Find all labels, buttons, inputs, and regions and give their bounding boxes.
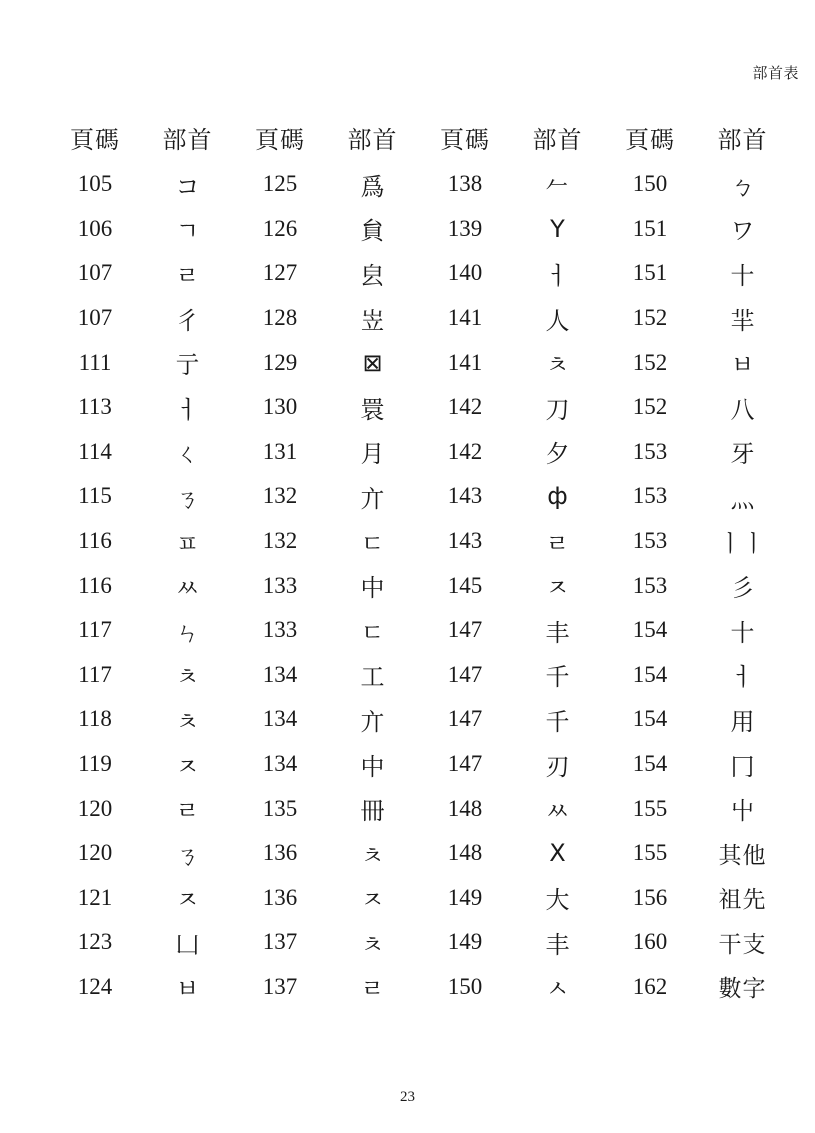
radical-cell: 冂 (730, 752, 755, 781)
page-number-cell: 147 (447, 706, 483, 732)
radical-cell: ф (547, 482, 568, 511)
page-number-cell: 154 (632, 706, 668, 732)
radical-cell: ㅊ (360, 841, 385, 870)
radical-cell: 亍 (175, 351, 200, 380)
page-number-cell: 145 (447, 572, 483, 598)
page-number-cell: 136 (262, 884, 298, 910)
table-row (55, 920, 795, 965)
radical-cell: 牙 (730, 440, 755, 469)
page-number-cell: 152 (632, 394, 668, 420)
table-row (55, 831, 795, 876)
radical-cell: ㅈ (545, 574, 570, 603)
table-row (55, 876, 795, 921)
column-header-radical: 部首 (532, 127, 583, 154)
page-number-cell: 115 (78, 483, 112, 509)
page-number-cell: 155 (632, 840, 668, 866)
radical-cell: 屮 (730, 797, 755, 826)
page-number-cell: 149 (447, 884, 483, 910)
column-header-page: 頁碼 (440, 127, 490, 154)
radical-cell: ㅊ (545, 351, 570, 380)
radical-cell: 貟 (360, 217, 385, 246)
page-number-cell: 139 (447, 215, 483, 241)
radical-cell: 刃 (545, 752, 570, 781)
table-row (55, 474, 795, 519)
page-number-cell: 160 (632, 929, 668, 955)
page-number-cell: 143 (447, 483, 483, 509)
page-number-cell: 149 (447, 929, 483, 955)
page-number-cell: 150 (447, 973, 483, 999)
radical-cell: 冊 (360, 797, 385, 826)
radical-cell: ㅊ (175, 707, 200, 736)
page-number-cell: 150 (632, 171, 668, 197)
radical-cell: 中 (360, 574, 385, 603)
page-number-cell: 127 (262, 260, 298, 286)
radical-cell: 丰 (545, 930, 570, 959)
page-number-cell: 134 (262, 661, 298, 687)
page-number-cell: 119 (78, 751, 112, 777)
column-header-page: 頁碼 (70, 127, 120, 154)
radical-cell: 工 (360, 663, 385, 692)
radical-cell: 凵 (175, 930, 200, 959)
table-row (55, 519, 795, 564)
page-number-cell: 155 (632, 795, 668, 821)
page-number-cell: 151 (632, 260, 668, 286)
radical-cell: 𠂉 (545, 173, 570, 200)
radical-cell: ワ (730, 217, 755, 246)
table-header-row (55, 112, 795, 162)
radical-cell: ㅂ (175, 975, 200, 1004)
radical-cell: 睘 (360, 395, 385, 424)
page-number-cell: 126 (262, 215, 298, 241)
page-number-cell: 123 (77, 929, 113, 955)
page-number-cell: 153 (632, 483, 668, 509)
table-row (55, 742, 795, 787)
page-number-cell: 152 (632, 305, 668, 331)
table-row (55, 563, 795, 608)
radical-cell: ㅣㅣ (719, 530, 766, 557)
table-body (55, 162, 795, 1009)
page-number-cell: 131 (262, 438, 298, 464)
table-row (55, 162, 795, 207)
page-number-cell: 107 (77, 260, 113, 286)
table-row (55, 296, 795, 341)
page-number-cell: 154 (632, 617, 668, 643)
page-number-cell: 154 (632, 661, 668, 687)
page-number-cell: 153 (632, 438, 668, 464)
radical-cell: ㄣ (175, 618, 200, 647)
page-number-cell: 117 (78, 661, 112, 687)
radical-cell: ㄱ (175, 217, 200, 246)
radical-cell: 亣 (360, 484, 385, 513)
radical-index-table (55, 112, 795, 1009)
radical-cell: ㅈ (175, 752, 200, 781)
page-number-cell: 141 (447, 305, 483, 331)
page-number-cell: 162 (632, 973, 668, 999)
table-row (55, 697, 795, 742)
page-number-cell: 133 (262, 572, 298, 598)
page-number-cell: 153 (632, 528, 668, 554)
page-number-cell: 156 (632, 884, 668, 910)
page-number-cell: 148 (447, 795, 483, 821)
page-number-cell: 120 (77, 840, 113, 866)
radical-cell: ㄹ (175, 261, 200, 290)
radical-cell: ㅊ (175, 663, 200, 692)
radical-cell: ㅂ (730, 351, 755, 380)
page-number-cell: 125 (262, 171, 298, 197)
radical-cell: ㄑ (175, 440, 200, 469)
page-number-cell: 116 (78, 528, 112, 554)
radical-cell: 八 (730, 395, 755, 424)
radical-cell: 中 (360, 752, 385, 781)
page-number-cell: 130 (262, 394, 298, 420)
table-row (55, 608, 795, 653)
radical-cell: 羋 (730, 306, 755, 335)
radical-cell: ㅓ (730, 663, 755, 692)
table-row (55, 430, 795, 475)
radical-cell: 其他 (718, 842, 767, 869)
radical-cell: ㅈ (360, 886, 385, 915)
radical-cell: ㅈ (175, 886, 200, 915)
table-row (55, 207, 795, 252)
column-header-page: 頁碼 (255, 127, 305, 154)
radical-cell: ㅊ (360, 930, 385, 959)
page-number-cell: 154 (632, 751, 668, 777)
page-number-cell: 134 (262, 751, 298, 777)
page-number-cell: 140 (447, 260, 483, 286)
radical-cell: ㅓ (175, 395, 200, 424)
page-number-cell: 105 (77, 171, 113, 197)
radical-cell: ㅅ (545, 975, 570, 1004)
page-number-cell: 152 (632, 349, 668, 375)
table-row (55, 251, 795, 296)
page-number-cell: 138 (447, 171, 483, 197)
radical-cell: ㅍ (175, 529, 200, 558)
page-number-cell: 151 (632, 215, 668, 241)
radical-cell: 祖先 (718, 887, 767, 914)
radical-cell: ㄹ (545, 529, 570, 558)
table-row (55, 653, 795, 698)
page-number-cell: 137 (262, 973, 298, 999)
radical-cell: 彳 (175, 306, 200, 335)
page-header-title: 部首表 (752, 66, 799, 82)
table-row (55, 340, 795, 385)
radical-cell: 干支 (718, 931, 767, 958)
radical-cell: Y (550, 214, 565, 243)
radical-cell: 丰 (545, 618, 570, 647)
radical-cell: 夕 (545, 440, 570, 469)
radical-cell: X (549, 839, 566, 868)
column-header-page: 頁碼 (625, 127, 675, 154)
radical-cell: 十 (730, 618, 755, 647)
column-header-radical: 部首 (347, 127, 398, 154)
radical-cell: ㅆ (175, 574, 200, 603)
table-row (55, 385, 795, 430)
page-number-cell: 118 (78, 706, 112, 732)
page-number-cell: 116 (78, 572, 112, 598)
page-number-cell: 124 (77, 973, 113, 999)
radical-cell: ㅆ (545, 797, 570, 826)
radical-cell: ㄹ (175, 797, 200, 826)
radical-cell: ㄋ (175, 841, 200, 870)
page-number-cell: 107 (77, 305, 113, 331)
page-number-cell: 132 (262, 483, 298, 509)
radical-cell: 月 (360, 440, 385, 469)
radical-cell: 人 (545, 306, 570, 335)
page-number-cell: 142 (447, 438, 483, 464)
page-number-cell: 128 (262, 305, 298, 331)
radical-cell: ㄷ (360, 529, 385, 558)
page-number-cell: 113 (78, 394, 112, 420)
page-number-cell: 133 (262, 617, 298, 643)
page-number-cell: 147 (447, 661, 483, 687)
radical-cell: 岦 (360, 306, 385, 335)
radical-cell: ㄹ (360, 975, 385, 1004)
radical-cell: ㄅ (730, 172, 755, 201)
table-row (55, 965, 795, 1010)
radical-cell: 數字 (718, 976, 767, 1003)
radical-cell: 用 (730, 707, 755, 736)
page-number-cell: 135 (262, 795, 298, 821)
radical-cell: 千 (545, 707, 570, 736)
page-number-cell: 153 (632, 572, 668, 598)
page-number-cell: 111 (78, 349, 112, 375)
radical-cell: 亣 (360, 707, 385, 736)
page-number-cell: 129 (262, 349, 298, 375)
page-number-cell: 137 (262, 929, 298, 955)
radical-cell: 爲 (360, 172, 385, 201)
page-number-cell: 136 (262, 840, 298, 866)
radical-cell: ㄋ (175, 484, 200, 513)
radical-cell: ㅓ (545, 261, 570, 290)
radical-cell: ㄷ (360, 618, 385, 647)
page-number-cell: 121 (77, 884, 113, 910)
radical-cell: コ (175, 172, 200, 201)
page-number-cell: 120 (77, 795, 113, 821)
page-number-cell: 141 (447, 349, 483, 375)
radical-cell: 大 (545, 886, 570, 915)
radical-cell: ⊠ (362, 348, 383, 377)
column-header-radical: 部首 (162, 127, 213, 154)
radical-cell: 彡 (730, 574, 755, 603)
column-header-radical: 部首 (717, 127, 768, 154)
page-number-cell: 106 (77, 215, 113, 241)
radical-cell: 灬 (730, 484, 755, 513)
radical-cell: 十 (730, 261, 755, 290)
page-number: 23 (400, 1089, 415, 1105)
radical-cell: 刀 (545, 395, 570, 424)
page-number-cell: 132 (262, 528, 298, 554)
page-number-cell: 142 (447, 394, 483, 420)
page-number-cell: 148 (447, 840, 483, 866)
radical-cell: 㿝 (360, 261, 385, 290)
page-number-cell: 114 (78, 438, 112, 464)
page-number-cell: 147 (447, 751, 483, 777)
page-number-cell: 134 (262, 706, 298, 732)
radical-cell: 千 (545, 663, 570, 692)
table-row (55, 786, 795, 831)
page-number-cell: 143 (447, 528, 483, 554)
page-number-cell: 147 (447, 617, 483, 643)
page-number-cell: 117 (78, 617, 112, 643)
